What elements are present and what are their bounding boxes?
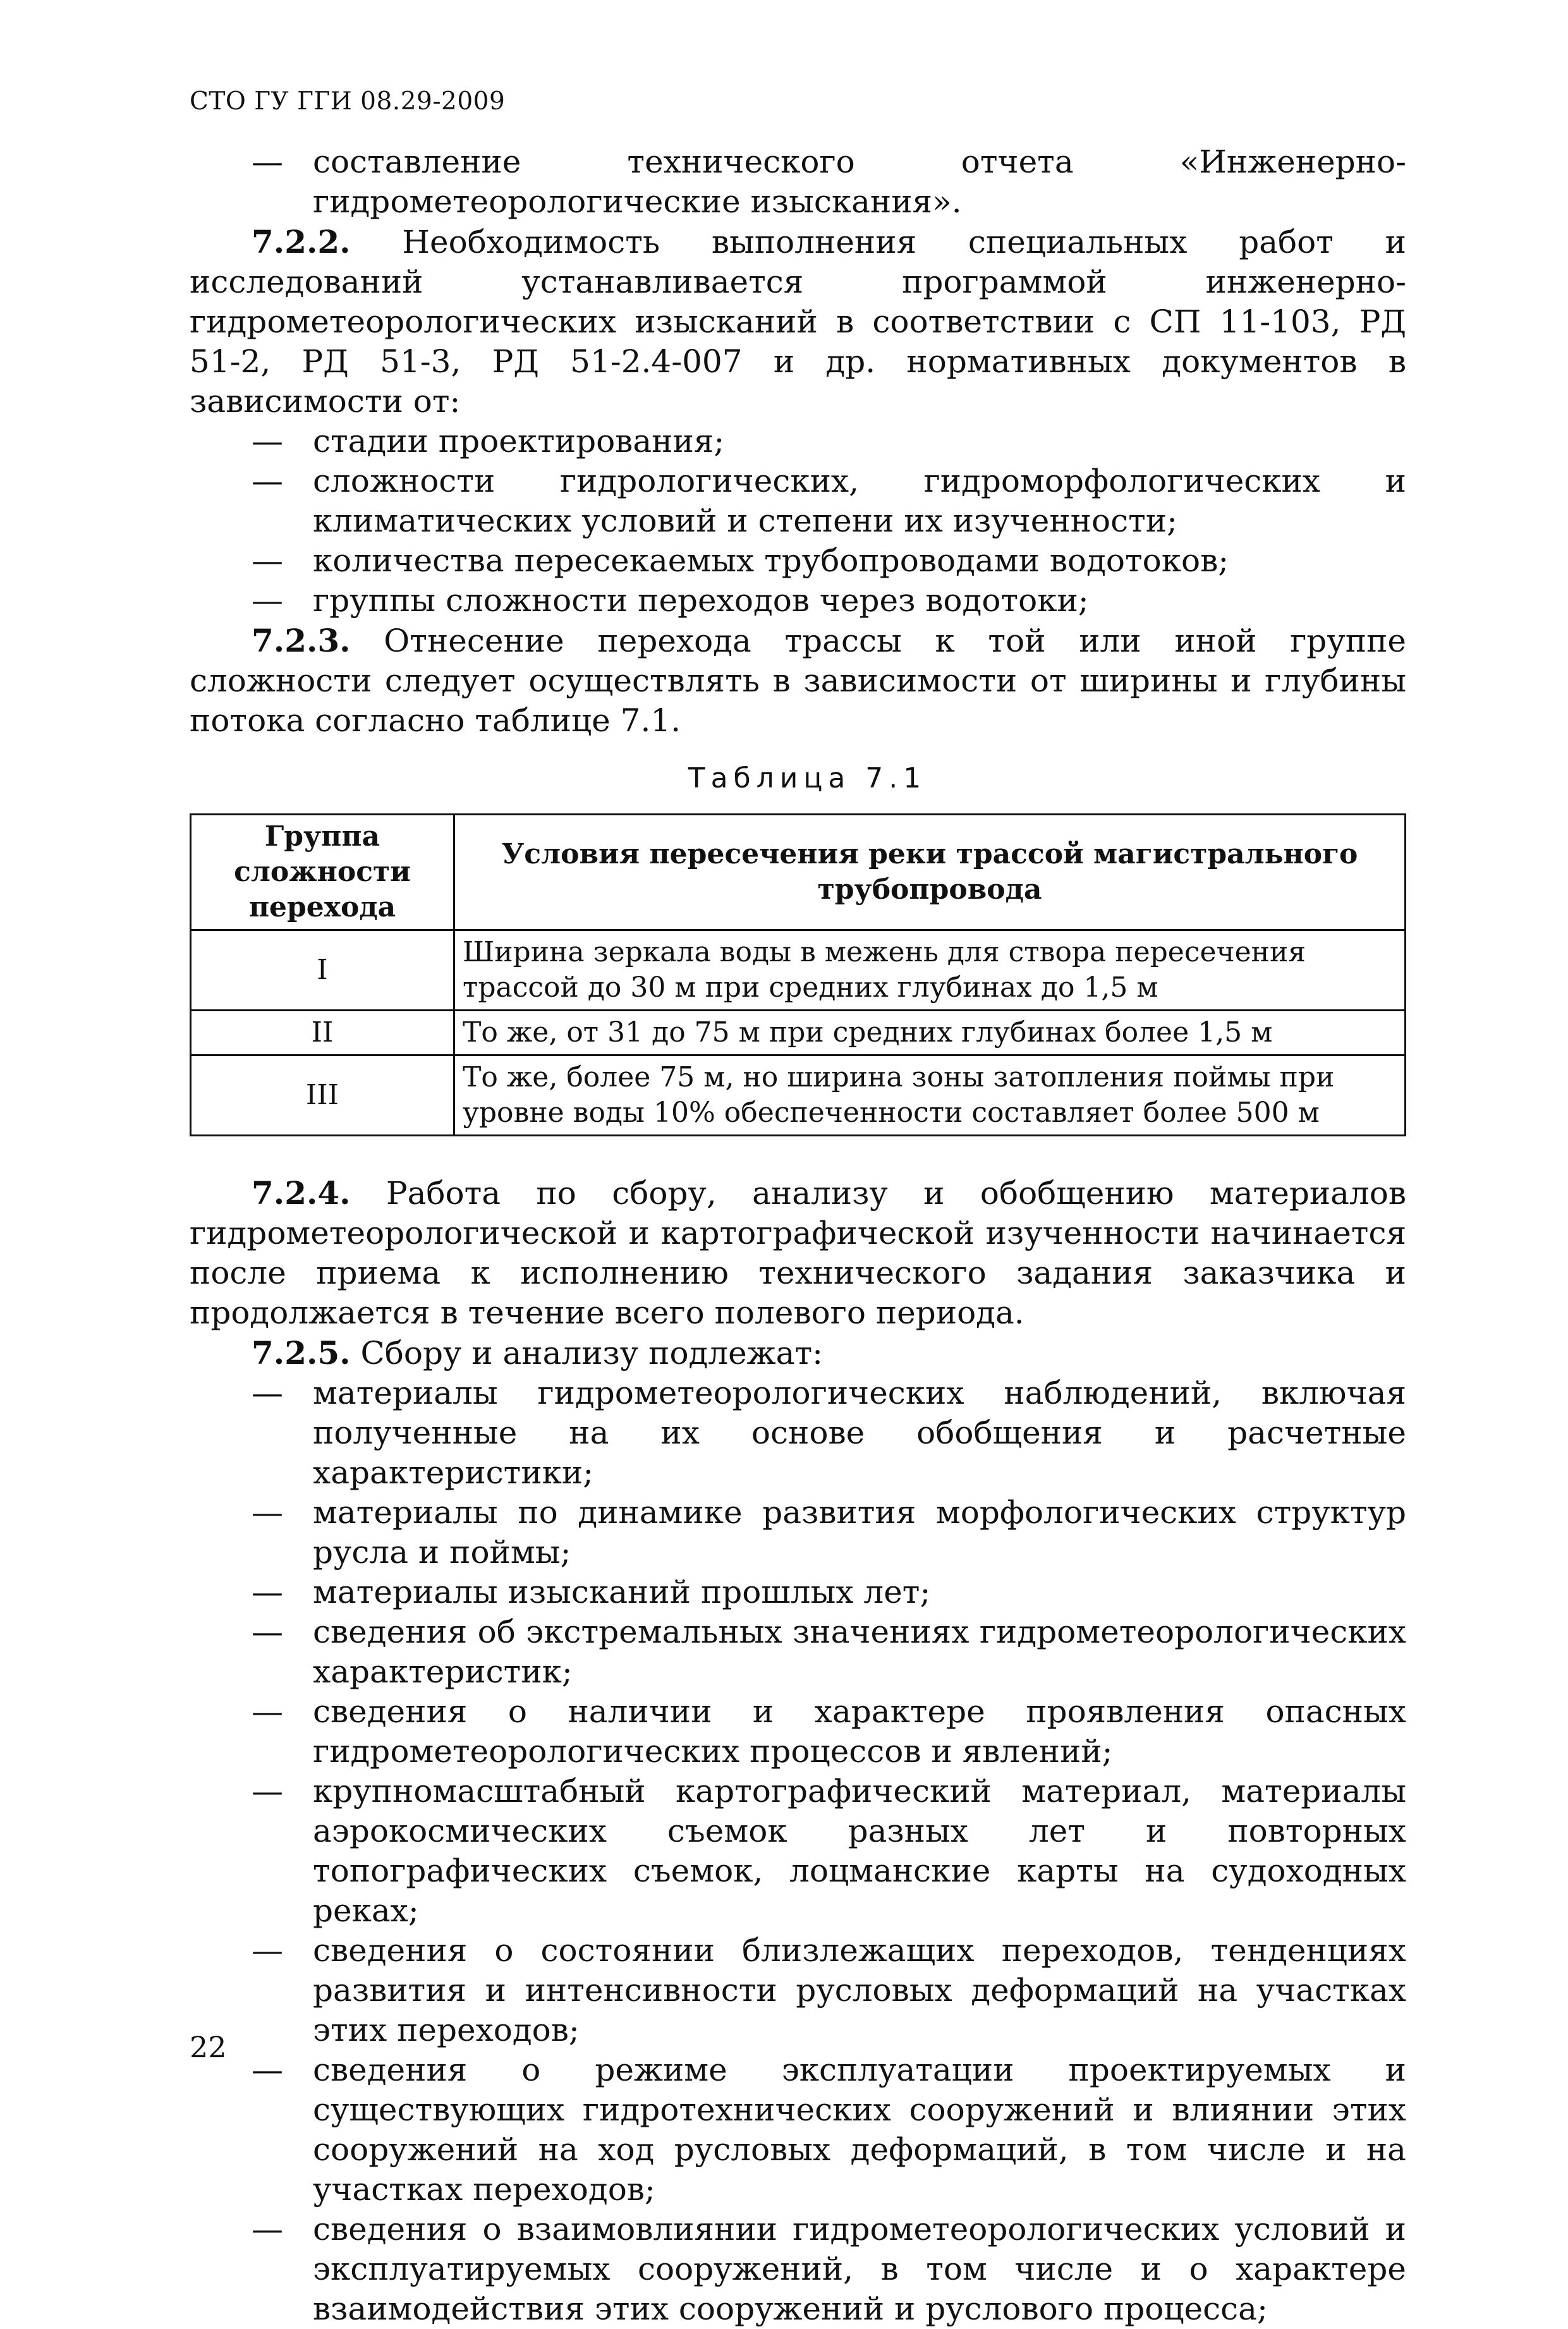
- list-7-2-2: [190, 422, 1406, 621]
- list-item-text: сведения о режиме эксплуатации проектируемых и существующих гидротехнических сооружений и влиянии этих сооружений на ход русловых деформаций, в том числе и на участках переходов;: [313, 2052, 1406, 2208]
- paragraph-text: Необходимость выполнения специальных работ и исследований устанавливается программой инженерно-гидрометеорологических изысканий в соответствии с СП 11-103, РД 51-2, РД 51-3, РД 51-2.4-007 и др. нормативных документов в зависимости от:: [190, 224, 1406, 420]
- list-item-text: сведения о состоянии близлежащих переходов, тенденциях развития и интенсивности русловых деформаций на участках этих переходов;: [313, 1932, 1406, 2048]
- page-number: 22: [190, 2030, 227, 2064]
- list-item-text: составление технического отчета «Инженерно-гидрометеорологические изыскания».: [313, 143, 1406, 220]
- table-row: [191, 1055, 1406, 1136]
- list-item-text: материалы по динамике развития морфологических структур русла и поймы;: [313, 1494, 1406, 1571]
- list-item-text: крупномасштабный картографический материал, материалы аэрокосмических съемок разных лет и повторных топографических съемок, лоцманские карты на судоходных реках;: [313, 1773, 1406, 1929]
- list-item-text: сведения об экстремальных значениях гидрометеорологических характеристик;: [313, 1614, 1406, 1690]
- list-item: [190, 2210, 1406, 2329]
- clause-number: 7.2.4.: [252, 1174, 351, 1212]
- table-7-1: [190, 813, 1406, 1136]
- list-dash: —: [252, 463, 283, 499]
- list-item-text: количества пересекаемых трубопроводами водотоков;: [313, 542, 1229, 579]
- list-item-text: сведения о взаимовлиянии гидрометеорологических условий и эксплуатируемых сооружений, в том числе и о характере взаимодействия этих сооружений и руслового процесса;: [313, 2211, 1406, 2327]
- group-cell: III: [191, 1055, 454, 1136]
- clause-number: 7.2.5.: [252, 1334, 351, 1371]
- list-dash: —: [252, 423, 283, 459]
- list-item: [190, 1572, 1406, 1612]
- list-item-text: группы сложности переходов через водотоки;: [313, 582, 1089, 619]
- paragraph-7-2-5: [190, 1333, 1406, 1373]
- running-head: СТО ГУ ГГИ 08.29-2009: [190, 87, 506, 116]
- list-dash: —: [252, 542, 283, 579]
- list-item: [190, 422, 1406, 461]
- list-dash: —: [252, 1932, 283, 1969]
- condition-cell: То же, от 31 до 75 м при средних глубинах более 1,5 м: [454, 1011, 1406, 1055]
- clause-number: 7.2.2.: [252, 223, 351, 260]
- group-cell: I: [191, 930, 454, 1011]
- condition-cell: Ширина зеркала воды в межень для створа пересечения трассой до 30 м при средних глубинах до 1,5 м: [454, 930, 1406, 1011]
- list-dash: —: [252, 1574, 283, 1610]
- table-caption: Таблица 7.1: [688, 762, 927, 794]
- list-item: [190, 581, 1406, 621]
- list-dash: —: [252, 1693, 283, 1730]
- page-body: [190, 142, 1406, 2329]
- table-row: [191, 930, 1406, 1011]
- list-dash: —: [252, 2211, 283, 2247]
- paragraph-7-2-3: [190, 621, 1406, 741]
- list-dash: —: [252, 1375, 283, 1411]
- list-item: [190, 1931, 1406, 2050]
- list-item: [190, 142, 1406, 222]
- list-item-text: сведения о наличии и характере проявления опасных гидрометеорологических процессов и явлений;: [313, 1693, 1406, 1770]
- list-item-text: сложности гидрологических, гидроморфологических и климатических условий и степени их изученности;: [313, 463, 1406, 539]
- list-item: [190, 1493, 1406, 1572]
- list-item-text: стадии проектирования;: [313, 423, 725, 459]
- list-dash: —: [252, 1773, 283, 1809]
- list-item: [190, 541, 1406, 581]
- paragraph-text: Сбору и анализу подлежат:: [360, 1335, 823, 1371]
- list-dash: —: [252, 143, 283, 180]
- clause-number: 7.2.3.: [252, 622, 351, 659]
- list-item: [190, 2050, 1406, 2210]
- paragraph-text: Отнесение перехода трассы к той или иной группе сложности следует осуществлять в зависимости от ширины и глубины потока согласно таблице 7.1.: [190, 623, 1406, 739]
- list-item: [190, 1692, 1406, 1772]
- top-list: [190, 142, 1406, 222]
- list-item: [190, 1612, 1406, 1692]
- table-header-row: [191, 815, 1406, 930]
- table-row: [191, 1011, 1406, 1055]
- list-item-text: материалы изысканий прошлых лет;: [313, 1574, 931, 1610]
- paragraph-7-2-2: [190, 222, 1406, 422]
- group-cell: II: [191, 1011, 454, 1055]
- list-item: [190, 1772, 1406, 1931]
- list-7-2-5: [190, 1373, 1406, 2329]
- paragraph-7-2-4: [190, 1173, 1406, 1333]
- column-header-condition: Условия пересечения реки трассой магистрального трубопровода: [454, 815, 1406, 930]
- list-item-text: материалы гидрометеорологических наблюдений, включая полученные на их основе обобщения и расчетные характеристики;: [313, 1375, 1406, 1491]
- list-item: [190, 1373, 1406, 1493]
- condition-cell: То же, более 75 м, но ширина зоны затопления поймы при уровне воды 10% обеспеченности составляет более 500 м: [454, 1055, 1406, 1136]
- column-header-group: Группа сложности перехода: [191, 815, 454, 930]
- list-item: [190, 461, 1406, 541]
- list-dash: —: [252, 2052, 283, 2088]
- list-dash: —: [252, 582, 283, 619]
- paragraph-text: Работа по сбору, анализу и обобщению материалов гидрометеорологической и картографической изученности начинается после приема к исполнению технического задания заказчика и продолжается в течение всего полевого периода.: [190, 1175, 1406, 1331]
- list-dash: —: [252, 1494, 283, 1531]
- list-dash: —: [252, 1614, 283, 1650]
